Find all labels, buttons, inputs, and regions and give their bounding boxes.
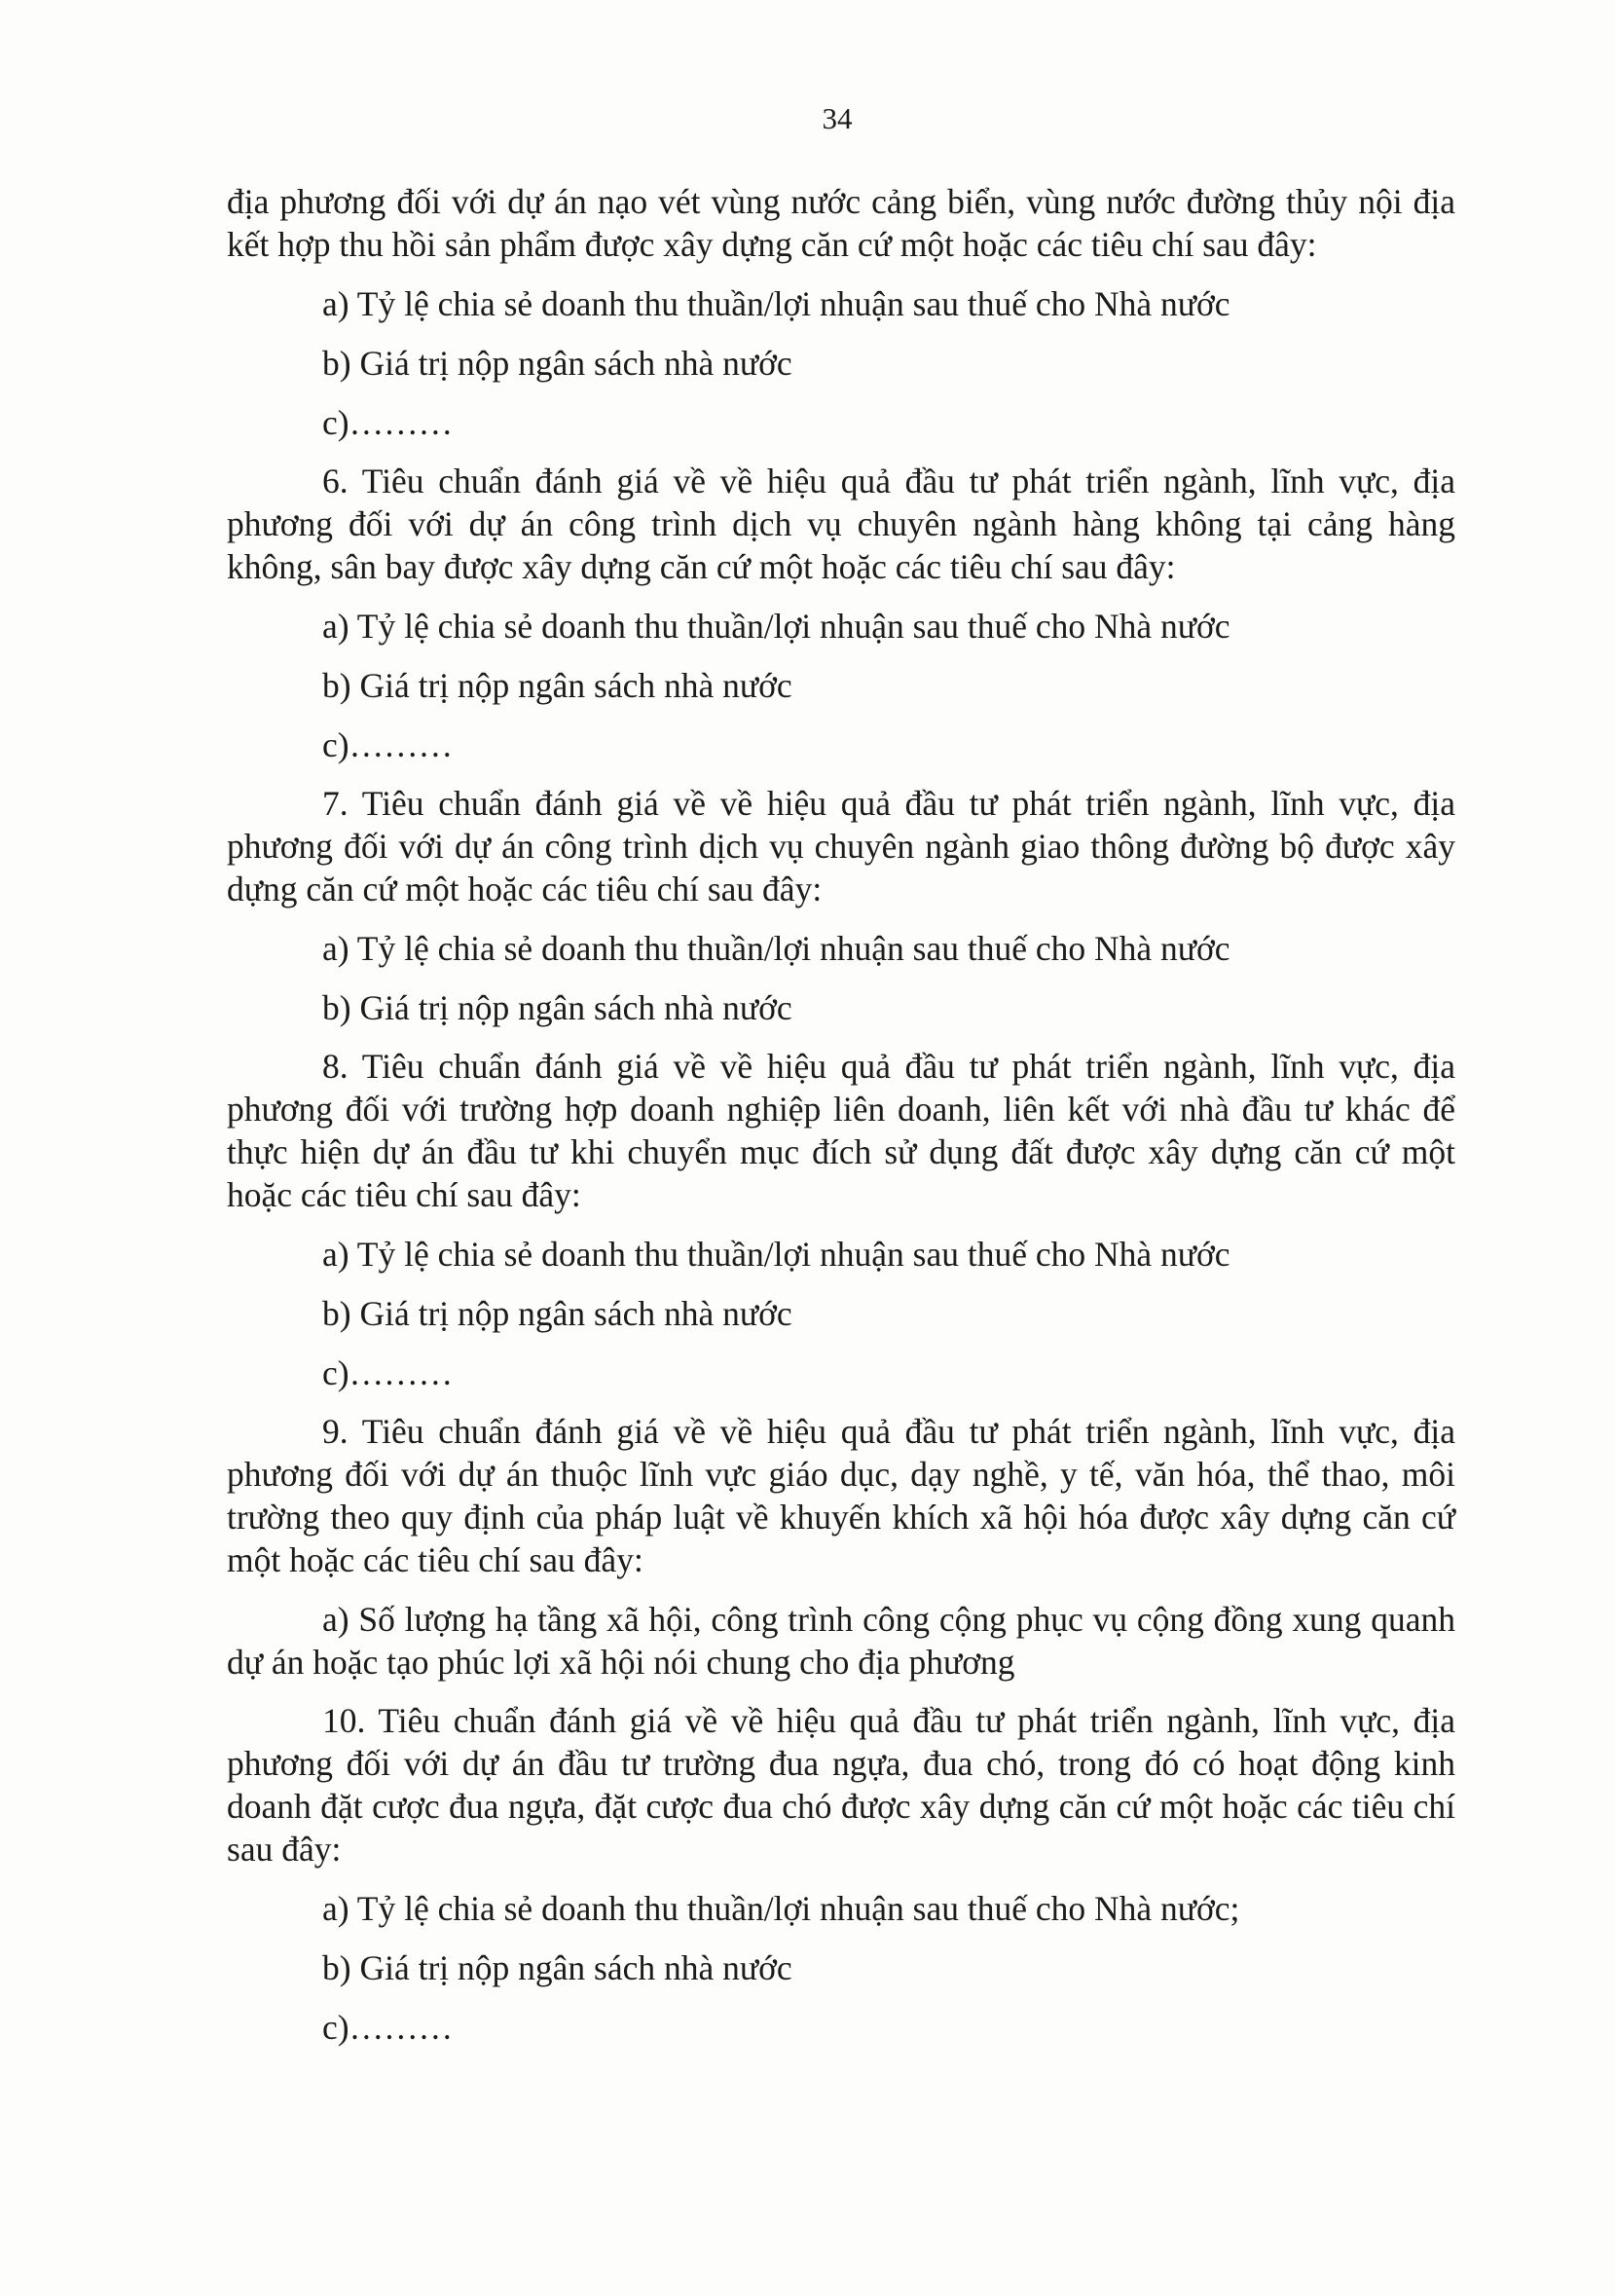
criterion-item: a) Tỷ lệ chia sẻ doanh thu thuần/lợi nhuận sau thuế cho Nhà nước; — [322, 1889, 1240, 1928]
criterion-item: c)……… — [322, 1353, 454, 1392]
paragraph-10: 10. Tiêu chuẩn đánh giá về về hiệu quả đầu tư phát triển ngành, lĩnh vực, địa phương đối với dự án đầu tư trường đua ngựa, đua chó, trong đó có hoạt động kinh doanh đặt cược đua ngựa, đặt cược đua chó được xây dựng căn cứ một hoặc các tiêu chí sau đây: — [227, 1701, 1455, 1869]
criterion-item: c)……… — [322, 2008, 454, 2047]
criterion-item: b) Giá trị nộp ngân sách nhà nước — [322, 1948, 792, 1987]
criterion-item: a) Tỷ lệ chia sẻ doanh thu thuần/lợi nhuận sau thuế cho Nhà nước — [322, 284, 1230, 323]
criterion-item: b) Giá trị nộp ngân sách nhà nước — [322, 666, 792, 705]
criterion-item: a) Tỷ lệ chia sẻ doanh thu thuần/lợi nhuận sau thuế cho Nhà nước — [322, 1235, 1230, 1274]
criterion-item: a) Số lượng hạ tầng xã hội, công trình công cộng phục vụ cộng đồng xung quanh dự án hoặc tạo phúc lợi xã hội nói chung cho địa phương — [227, 1600, 1455, 1682]
page-number: 34 — [822, 101, 853, 135]
criterion-item: c)……… — [322, 725, 454, 764]
paragraph-8: 8. Tiêu chuẩn đánh giá về về hiệu quả đầu tư phát triển ngành, lĩnh vực, địa phương đối với trường hợp doanh nghiệp liên doanh, liên kết với nhà đầu tư khác để thực hiện dự án đầu tư khi chuyển mục đích sử dụng đất được xây dựng căn cứ một hoặc các tiêu chí sau đây: — [227, 1047, 1455, 1214]
criterion-item: a) Tỷ lệ chia sẻ doanh thu thuần/lợi nhuận sau thuế cho Nhà nước — [322, 929, 1230, 968]
paragraph-7: 7. Tiêu chuẩn đánh giá về về hiệu quả đầu tư phát triển ngành, lĩnh vực, địa phương đối với dự án công trình dịch vụ chuyên ngành giao thông đường bộ được xây dựng căn cứ một hoặc các tiêu chí sau đây: — [227, 784, 1455, 908]
criterion-item: a) Tỷ lệ chia sẻ doanh thu thuần/lợi nhuận sau thuế cho Nhà nước — [322, 607, 1230, 646]
criterion-item: b) Giá trị nộp ngân sách nhà nước — [322, 1294, 792, 1333]
criterion-item: b) Giá trị nộp ngân sách nhà nước — [322, 988, 792, 1027]
criterion-item: b) Giá trị nộp ngân sách nhà nước — [322, 344, 792, 383]
paragraph-continuation: địa phương đối với dự án nạo vét vùng nước cảng biển, vùng nước đường thủy nội địa kết hợp thu hồi sản phẩm được xây dựng căn cứ một hoặc các tiêu chí sau đây: — [227, 182, 1455, 264]
paragraph-9: 9. Tiêu chuẩn đánh giá về về hiệu quả đầu tư phát triển ngành, lĩnh vực, địa phương đối với dự án thuộc lĩnh vực giáo dục, dạy nghề, y tế, văn hóa, thể thao, môi trường theo quy định của pháp luật về khuyến khích xã hội hóa được xây dựng căn cứ một hoặc các tiêu chí sau đây: — [227, 1412, 1455, 1579]
criterion-item: c)……… — [322, 403, 454, 442]
paragraph-6: 6. Tiêu chuẩn đánh giá về về hiệu quả đầu tư phát triển ngành, lĩnh vực, địa phương đối với dự án công trình dịch vụ chuyên ngành hàng không tại cảng hàng không, sân bay được xây dựng căn cứ một hoặc các tiêu chí sau đây: — [227, 462, 1455, 586]
document-body — [227, 180, 1455, 2049]
